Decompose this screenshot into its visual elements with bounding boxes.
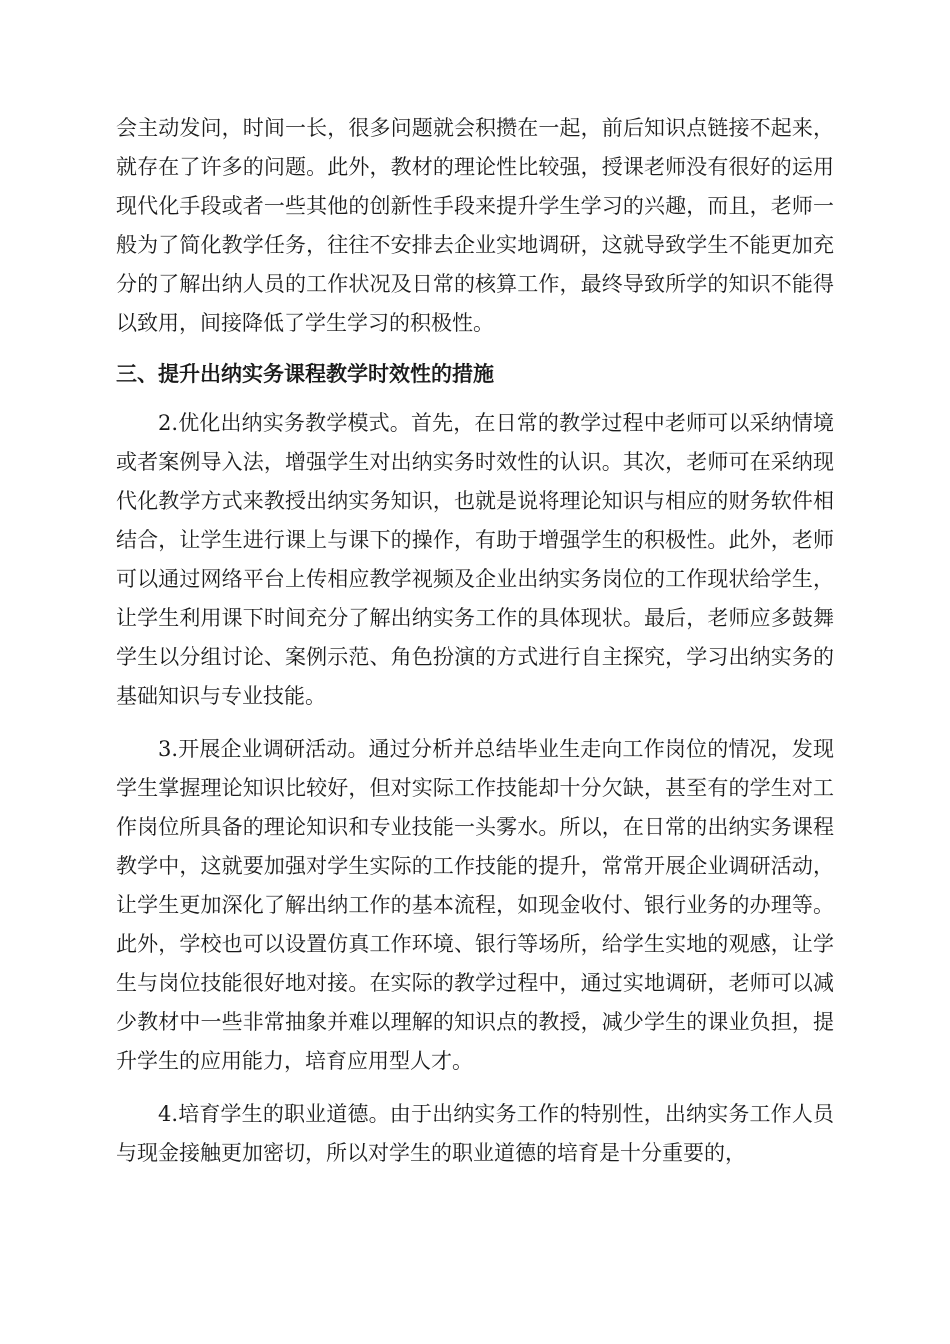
paragraph-spacer	[116, 1081, 834, 1095]
section-heading: 三、提升出纳实务课程教学时效性的措施	[116, 362, 494, 386]
body-paragraph-professional-ethics: 4.培育学生的职业道德。由于出纳实务工作的特别性，出纳实务工作人员与现金接触更加密切，所以对学生的职业道德的培育是十分重要的，	[116, 1102, 834, 1165]
body-paragraph-continued: 会主动发问，时间一长，很多问题就会积攒在一起，前后知识点链接不起来，就存在了许多的问题。此外，教材的理论性比较强，授课老师没有很好的运用现代化手段或者一些其他的创新性手段来提升学生学习的兴趣，而且，老师一般为了简化教学任务，往往不安排去企业实地调研，这就导致学生不能更加充分的了解出纳人员的工作状况及日常的核算工作，最终导致所学的知识不能得以致用，间接降低了学生学习的积极性。	[116, 116, 834, 335]
body-paragraph-enterprise-research: 3.开展企业调研活动。通过分析并总结毕业生走向工作岗位的情况，发现学生掌握理论知识比较好，但对实际工作技能却十分欠缺，甚至有的学生对工作岗位所具备的理论知识和专业技能一头雾水。所以，在日常的出纳实务课程教学中，这就要加强对学生实际的工作技能的提升，常常开展企业调研活动，让学生更加深化了解出纳工作的基本流程，如现金收付、银行业务的办理等。此外，学校也可以设置仿真工作环境、银行等场所，给学生实地的观感，让学生与岗位技能很好地对接。在实际的教学过程中，通过实地调研，老师可以减少教材中一些非常抽象并难以理解的知识点的教授，减少学生的课业负担，提升学生的应用能力，培育应用型人才。	[116, 737, 834, 1073]
body-paragraph-optimize-teaching: 2.优化出纳实务教学模式。首先，在日常的教学过程中老师可以采纳情境或者案例导入法，增强学生对出纳实务时效性的认识。其次，老师可在采纳现代化教学方式来教授出纳实务知识，也就是说将理论知识与相应的财务软件相结合，让学生进行课上与课下的操作，有助于增强学生的积极性。此外，老师可以通过网络平台上传相应教学视频及企业出纳实务岗位的工作现状给学生，让学生利用课下时间充分了解出纳实务工作的具体现状。最后，老师应多鼓舞学生以分组讨论、案例示范、角色扮演的方式进行自主探究，学习出纳实务的基础知识与专业技能。	[116, 411, 834, 708]
document-page	[116, 109, 834, 1173]
paragraph-spacer	[116, 716, 834, 730]
